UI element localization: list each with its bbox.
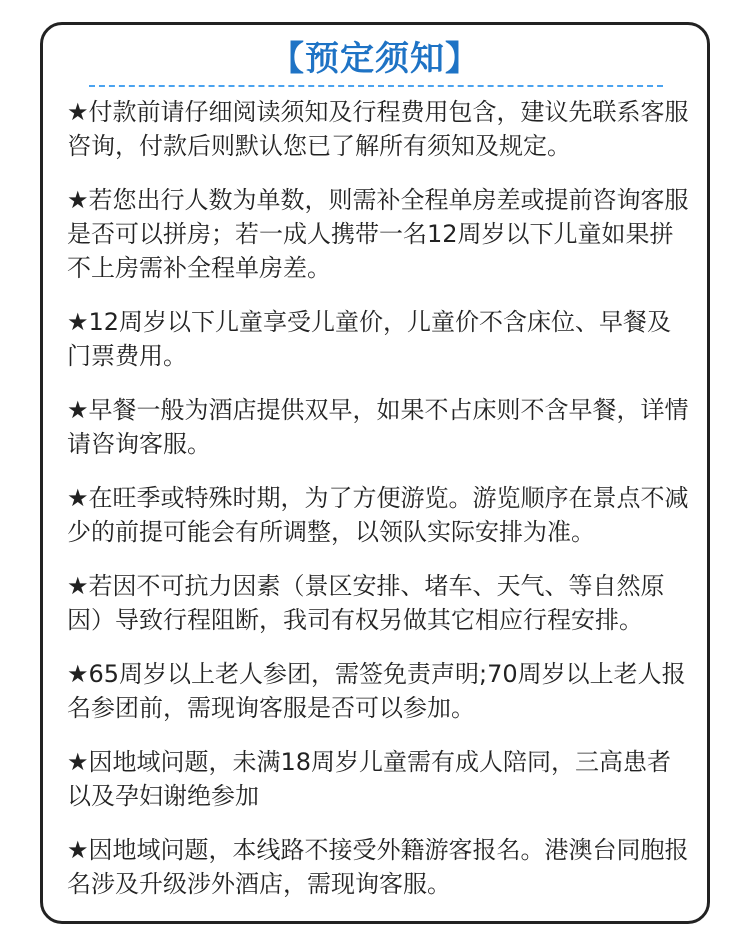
notice-item-breakfast: ★早餐一般为酒店提供双早，如果不占床则不含早餐，详情请咨询客服。 bbox=[67, 396, 689, 458]
notice-list bbox=[67, 95, 695, 901]
notice-item-single-room: ★若您出行人数为单数，则需补全程单房差或提前咨询客服是否可以拼房；若一成人携带一名12周岁以下儿童如果拼不上房需补全程单房差。 bbox=[67, 186, 689, 282]
notice-card bbox=[40, 22, 710, 924]
notice-item-force-majeure: ★若因不可抗力因素（景区安排、堵车、天气、等自然原因）导致行程阻断，我司有权另做其它相应行程安排。 bbox=[67, 572, 665, 634]
notice-item-child-price: ★12周岁以下儿童享受儿童价，儿童价不含床位、早餐及门票费用。 bbox=[67, 308, 672, 370]
notice-item-payment: ★付款前请仔细阅读须知及行程费用包含，建议先联系客服咨询，付款后则默认您已了解所有须知及规定。 bbox=[67, 98, 689, 160]
page-title: 【预定须知】 bbox=[270, 39, 480, 79]
dashed-divider bbox=[89, 85, 663, 87]
notice-item-foreign-guests: ★因地域问题，本线路不接受外籍游客报名。港澳台同胞报名涉及升级涉外酒店，需现询客服。 bbox=[67, 836, 689, 898]
notice-item-itinerary-order: ★在旺季或特殊时期，为了方便游览。游览顺序在景点不减少的前提可能会有所调整，以领队实际安排为准。 bbox=[67, 484, 689, 546]
notice-item-minors-health: ★因地域问题，未满18周岁儿童需有成人陪同，三高患者以及孕妇谢绝参加 bbox=[67, 748, 672, 810]
notice-item-elderly: ★65周岁以上老人参团，需签免责声明;70周岁以上老人报名参团前，需现询客服是否可以参加。 bbox=[67, 660, 686, 722]
